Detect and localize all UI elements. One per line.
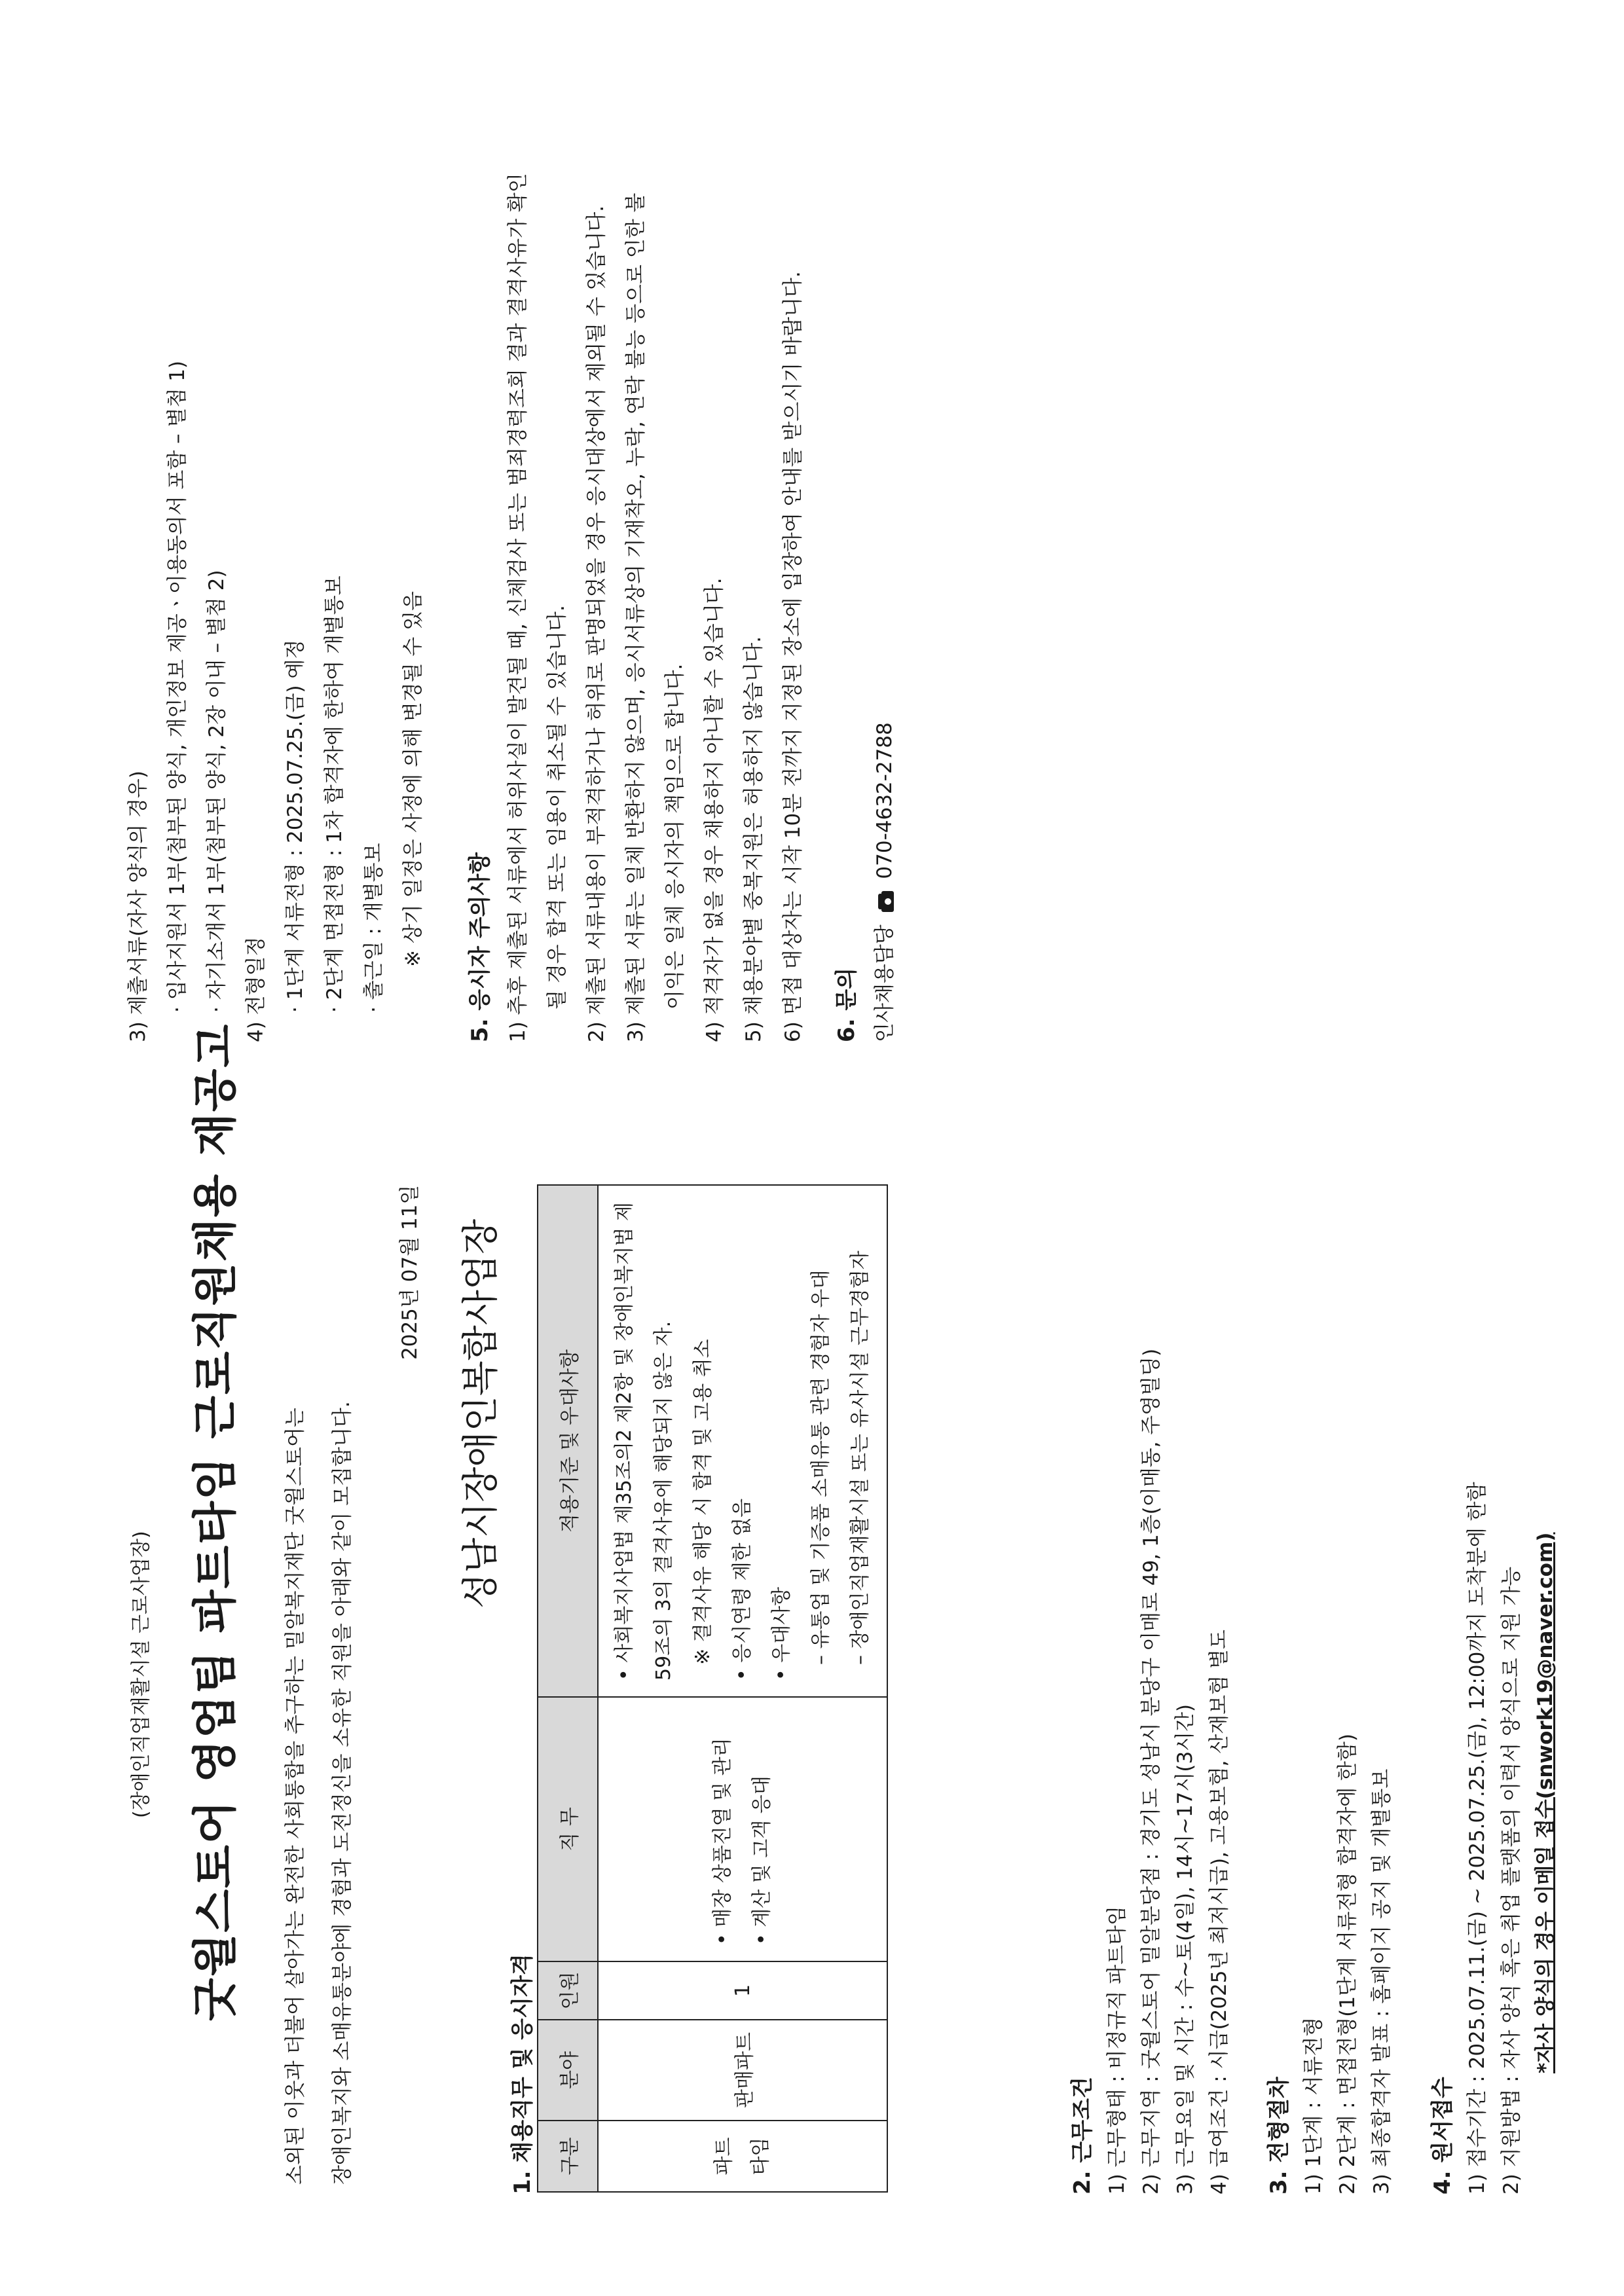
caution-item-continued: 이익은 일체 응시자의 책임으로 합니다. (663, 663, 687, 1010)
col-header-criteria: 적용기준 및 우대사항 (538, 1185, 598, 1697)
criteria-item: • 사회복지사업법 제35조의2 제2항 및 장애인복지법 제59조의 3의 결격사유에 해당되지 않은 자. (613, 1202, 675, 1681)
cell-category: 파트 타임 (598, 2121, 887, 2192)
schedule-item: · 출근일 : 개별통보 (362, 843, 386, 1013)
duty-item: • 매장 상품진열 및 관리 (711, 1738, 734, 1945)
left-column (0, 1023, 1624, 2270)
duty-item: • 계산 및 고객 응대 (750, 1776, 773, 1945)
caution-item: 3) 제출된 서류는 일체 반환하지 않으며, 응시서류상의 기재착오, 누락, 연락 불능 등으로 인한 불 (624, 192, 648, 1042)
table-row (598, 1185, 887, 2192)
email-application-note: *자사 양식의 경우 이메일 접수(snwork19@naver.com) (1534, 1532, 1557, 2073)
section-1-heading: 1. 채용직무 및 응시자격 (509, 1954, 536, 2195)
schedule-heading: 4) 전형일정 (244, 936, 268, 1042)
caution-item-continued: 될 경우 합격 또는 임용이 취소될 수 있습니다. (545, 605, 569, 1010)
work-condition-item: 3) 근무요일 및 시간 : 수~토(4일), 14시~17시(3시간) (1173, 1704, 1197, 2195)
table-header-row (538, 1185, 598, 2192)
selection-step-item: 3) 최종합격자 발표 : 홈페이지 공지 및 개별통보 (1370, 1768, 1393, 2195)
col-header-category: 구분 (538, 2121, 598, 2192)
selection-step-item: 1) 1단계 : 서류전형 (1302, 2016, 1325, 2195)
section-6-heading: 6. 문의 (834, 967, 860, 1042)
documents-item: · 자기소개서 1부(첨부된 양식, 2장 이내 – 별첨 2) (205, 570, 229, 1013)
contact-label: 인사채용담당 (873, 924, 896, 1042)
intro-line-1: 소외된 이웃과 더불어 살아가는 완전한 사회통합을 추구하는 밀알복지재단 굿윌스토어는 (284, 1408, 307, 2185)
document-subtitle: (장애인직업재활시설 근로사업장) (130, 1531, 153, 1818)
selection-step-item: 2) 2단계 : 면접전형(1단계 서류전형 합격자에 한함) (1336, 1733, 1359, 2195)
qualification-table (537, 1184, 888, 2193)
application-item: 1) 접수기간 : 2025.07.11.(금) ~ 2025.07.25.(금), 12:00까지 도착분에 한함 (1466, 1482, 1489, 2195)
schedule-note: ※ 상기 일정은 사정에 의해 변경될 수 있음 (401, 591, 425, 967)
criteria-item: • 우대사항 (770, 1586, 793, 1681)
work-condition-item: 2) 근무지역 : 굿윌스토어 밀알분당점 : 경기도 성남시 분당구 이매로 49, 1층(이매동, 주영빌딩) (1139, 1348, 1163, 2195)
document-title: 굿윌스토어 영업팀 파트타임 근로직원채용 재공고 (190, 1023, 242, 2021)
organization-name: 성남시장애인복합사업장 (460, 1218, 502, 1609)
col-header-duties: 직 무 (538, 1697, 598, 1961)
cell-field: 판매파트 (598, 2020, 887, 2121)
col-header-field: 분야 (538, 2020, 598, 2121)
section-3-heading: 3. 전형절차 (1266, 2077, 1292, 2195)
work-condition-item: 1) 근무형태 : 비정규직 파트타임 (1105, 1905, 1129, 2195)
criteria-item: ※ 결격사유 해당 시 합격 및 고용 취소 (692, 1339, 714, 1665)
contact-phone: 070-4632-2788 (873, 722, 896, 879)
announcement-date: 2025년 07월 11일 (398, 1184, 422, 1360)
criteria-item: – 장애인직업재활시설 또는 유사시설 근무경험자 (849, 1250, 872, 1665)
cell-duties (598, 1697, 887, 1961)
caution-item: 2) 제출된 서류내용이 부적격하거나 허위로 판명되었을 경우 응시대상에서 제외될 수 있습니다. (585, 205, 608, 1042)
section-4-heading: 4. 원서접수 (1430, 2077, 1456, 2195)
schedule-item: · 1단계 서류전형 : 2025.07.25.(금) 예정 (284, 639, 307, 1013)
application-item: 2) 지원방법 : 자사 양식 혹은 취업 플랫폼의 이력서 양식으로 지원 가능 (1500, 1566, 1523, 2195)
work-condition-item: 4) 급여조건 : 시급(2025년 최저시급), 고용보험, 산재보험 별도 (1208, 1630, 1231, 2195)
cell-count: 1 (598, 1961, 887, 2020)
intro-line-2: 장애인복지와 소매유통분야에 경험과 도전정신을 소유한 직원을 아래와 같이 모집합니다. (331, 1401, 354, 2185)
documents-heading: 3) 제출서류(자사 양식의 경우) (126, 771, 150, 1042)
phone-icon (877, 890, 895, 913)
section-5-heading: 5. 응시자 주의사항 (467, 852, 493, 1042)
criteria-item: • 응시연령 제한 없음 (731, 1498, 754, 1681)
col-header-count: 인원 (538, 1961, 598, 2020)
caution-item: 1) 추후 제출된 서류에서 허위사실이 발견될 때, 신체검사 또는 범죄경력조회 결과 결격사유가 확인 (506, 173, 530, 1042)
caution-item: 5) 채용분야별 중복지원은 허용하지 않습니다. (742, 636, 766, 1042)
schedule-item: · 2단계 면접전형 : 1차 합격자에 한하여 개별통보 (323, 575, 346, 1013)
section-2-heading: 2. 근무조건 (1069, 2077, 1096, 2195)
contact-line (868, 722, 897, 1042)
right-column (0, 18, 1624, 1118)
criteria-item: – 유통업 및 기증품 소매유통 관련 경험자 우대 (809, 1269, 832, 1665)
caution-item: 6) 면접 대상자는 시작 10분 전까지 지정된 장소에 입장하여 안내를 받으시기 바랍니다. (781, 271, 805, 1042)
documents-item: · 입사지원서 1부(첨부된 양식, 개인정보 제공ㆍ이용동의서 포함 – 별첨 1) (166, 360, 189, 1013)
cell-criteria (598, 1185, 887, 1697)
caution-item: 4) 적격자가 없을 경우 채용하지 아니할 수 있습니다. (703, 577, 726, 1042)
